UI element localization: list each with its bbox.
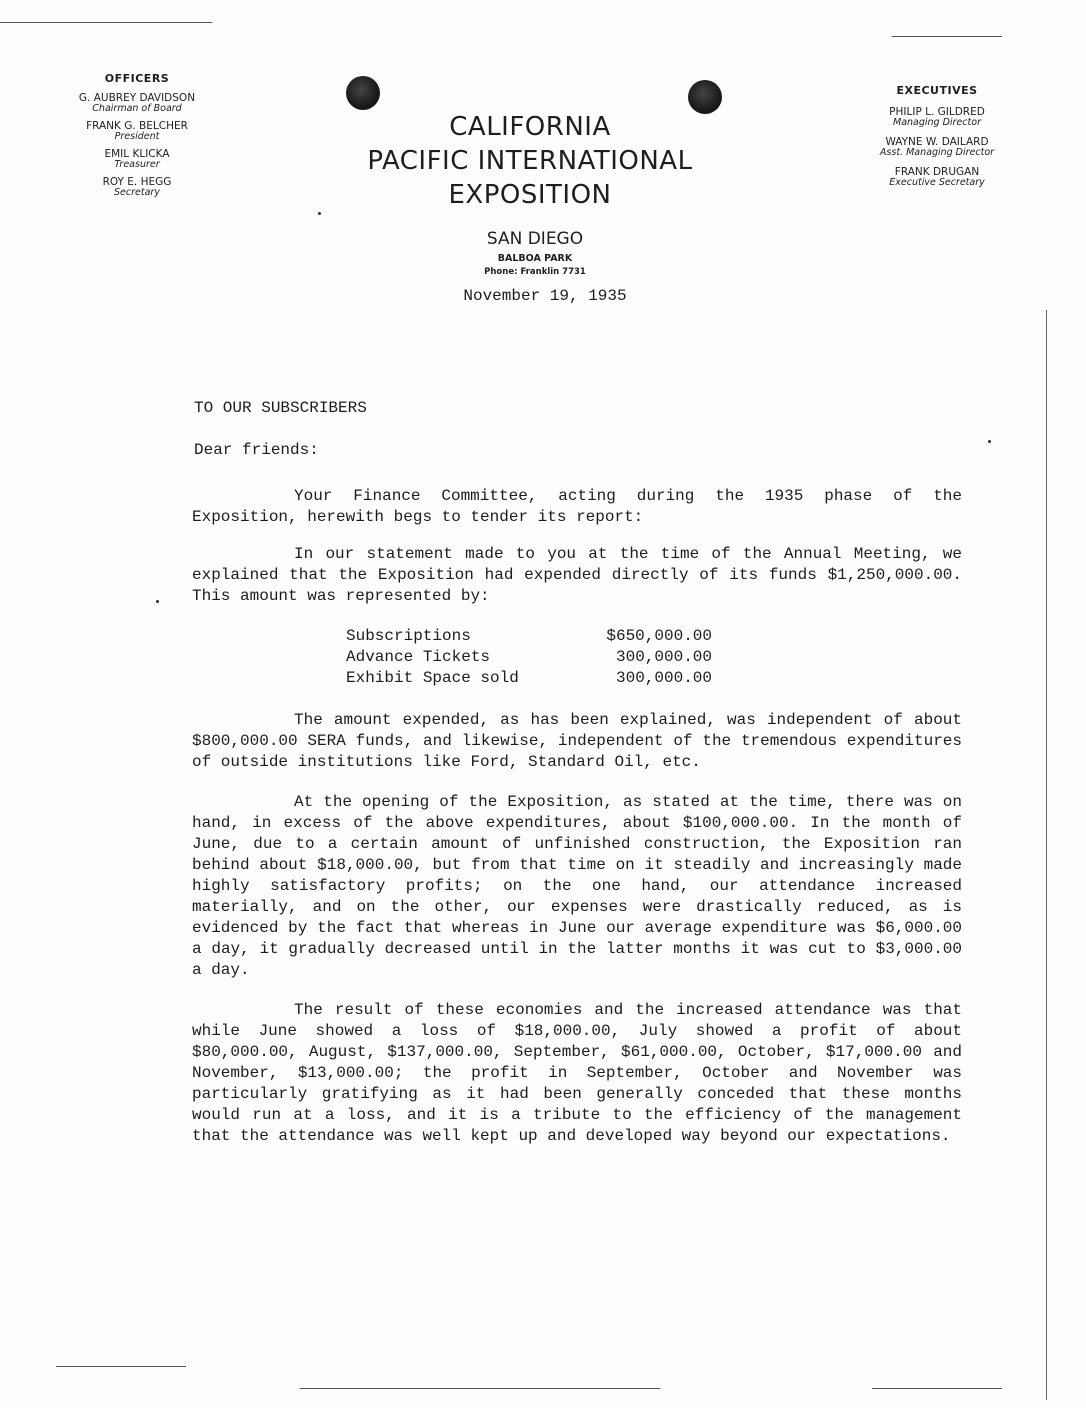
officer-entry xyxy=(62,149,212,170)
officer-title: Secretary xyxy=(114,187,160,198)
executives-heading: EXECUTIVES xyxy=(896,84,978,97)
executive-title: Executive Secretary xyxy=(889,177,985,188)
officer-name: ROY E. HEGG xyxy=(102,176,172,188)
officers-heading: OFFICERS xyxy=(104,72,170,85)
city-name: SAN DIEGO xyxy=(486,229,584,249)
title-line-2: PACIFIC INTERNATIONAL xyxy=(367,146,693,176)
paragraph-5 xyxy=(192,1000,962,1147)
bottom-left-rule xyxy=(56,1366,186,1367)
top-right-rule xyxy=(892,36,1002,37)
right-seal-icon xyxy=(688,80,722,114)
officers-list xyxy=(62,72,212,205)
scan-speck xyxy=(318,212,321,215)
paragraph-4-text: At the opening of the Exposition, as stated at the time, there was on hand, in excess of the above expenditures, about $100,000.00. In the month of June, due to a certain amount of unfinished construction, the Exposition ran behind about $18,000.00, but from that time on it steadily and increasingly made highly satisfactory profits; on the one hand, our attendance increased materially, and on the other, our expenses were drastically reduced, as is evidenced by the fact that whereas in June our average expenditure was $6,000.00 a day, it gradually decreased until in the latter months it was cut to $3,000.00 a day. xyxy=(192,793,962,979)
paragraph-2 xyxy=(192,544,962,607)
officer-entry xyxy=(62,121,212,142)
funds-row xyxy=(346,668,712,689)
paragraph-2-text: In our statement made to you at the time of the Annual Meeting, we explained that the Exposition had expended directly of its funds $1,250,000.00. This amount was represented by: xyxy=(192,545,962,605)
paragraph-5-text: The result of these economies and the increased attendance was that while June showed a loss of $18,000.00, July showed a profit of about $80,000.00, August, $137,000.00, September, $61,000.00, October, $17,000.00 and November, $13,000.00; the profit in September, October and November was particularly gratifying as it had been generally conceded that these months would run at a loss, and it is a tribute to the efficiency of the management that the attendance was well kept up and developed way beyond our expectations. xyxy=(192,1001,962,1145)
letterhead-title xyxy=(340,110,720,212)
funds-amount: $650,000.00 xyxy=(606,627,712,645)
funds-label: Exhibit Space sold xyxy=(346,669,519,687)
top-left-rule xyxy=(0,22,212,23)
title-line-1: CALIFORNIA xyxy=(449,112,611,142)
letterhead-address xyxy=(430,228,640,278)
bottom-center-rule xyxy=(300,1388,660,1389)
paragraph-3-text: The amount expended, as has been explained, was independent of about $800,000.00 SERA funds, and likewise, independent of the tremendous expenditures of outside institutions like Ford, Standard Oil, etc. xyxy=(192,711,962,771)
paragraph-4 xyxy=(192,792,962,981)
location-name: BALBOA PARK xyxy=(497,253,573,264)
executive-name: WAYNE W. DAILARD xyxy=(885,136,989,148)
officer-name: G. AUBREY DAVIDSON xyxy=(78,92,196,104)
paragraph-1 xyxy=(192,486,962,528)
scan-speck xyxy=(156,600,159,603)
executive-name: FRANK DRUGAN xyxy=(894,166,980,178)
funds-row xyxy=(346,626,712,647)
title-line-3: EXPOSITION xyxy=(448,180,612,210)
greeting: Dear friends: xyxy=(194,441,319,459)
officer-title: Treasurer xyxy=(114,159,160,170)
executive-title: Asst. Managing Director xyxy=(879,147,995,158)
bottom-right-rule xyxy=(872,1388,1002,1389)
officer-name: FRANK G. BELCHER xyxy=(86,120,188,132)
left-seal-icon xyxy=(346,76,380,110)
executive-entry xyxy=(862,137,1012,158)
funds-row xyxy=(346,647,712,668)
letter-date: November 19, 1935 xyxy=(463,287,627,305)
executive-entry xyxy=(862,107,1012,128)
paragraph-3 xyxy=(192,710,962,773)
funds-amount: 300,000.00 xyxy=(615,669,712,687)
funds-label: Advance Tickets xyxy=(346,648,491,666)
officer-entry xyxy=(62,93,212,114)
addressee: TO OUR SUBSCRIBERS xyxy=(194,399,367,417)
phone-number: Phone: Franklin 7731 xyxy=(484,267,586,277)
officer-entry xyxy=(62,177,212,198)
executive-entry xyxy=(862,167,1012,188)
funds-table xyxy=(346,626,712,689)
officer-title: President xyxy=(114,131,160,142)
executive-name: PHILIP L. GILDRED xyxy=(889,106,985,118)
officer-name: EMIL KLICKA xyxy=(104,148,170,160)
funds-label: Subscriptions xyxy=(346,627,471,645)
paragraph-1-text: Your Finance Committee, acting during the 1935 phase of the Exposition, herewith begs to tender its report: xyxy=(192,487,962,526)
funds-amount: 300,000.00 xyxy=(615,648,712,666)
scan-speck xyxy=(988,440,991,443)
right-margin-line xyxy=(1046,310,1047,1400)
officer-title: Chairman of Board xyxy=(92,103,182,114)
executives-list xyxy=(862,84,1012,197)
executive-title: Managing Director xyxy=(893,117,981,128)
